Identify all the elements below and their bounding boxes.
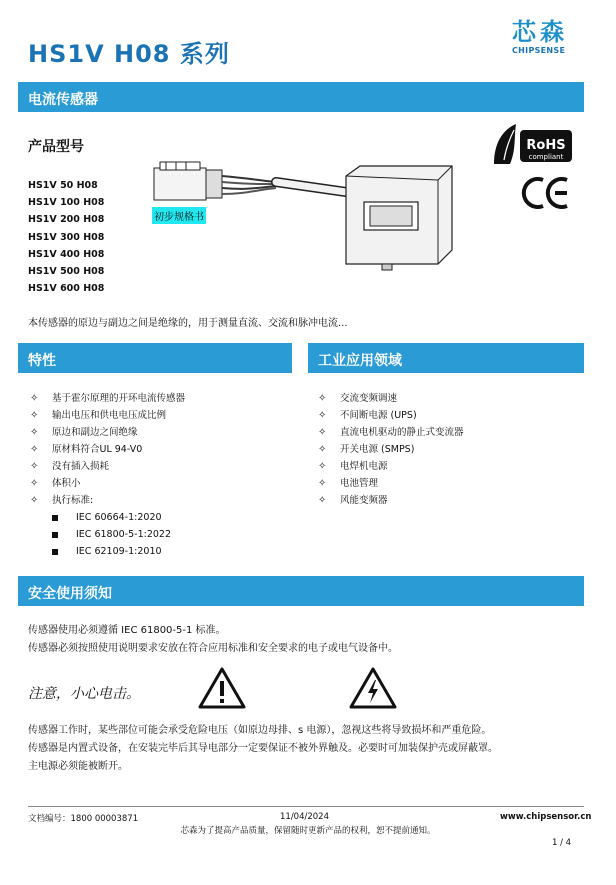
diamond-bullet-icon: ✧ bbox=[318, 427, 327, 438]
feature-item: ✧ 原边和副边之间绝缘 bbox=[28, 424, 298, 441]
logo-chinese-text: 芯森 bbox=[512, 18, 568, 46]
diamond-bullet-icon: ✧ bbox=[30, 444, 39, 455]
safety-instructions bbox=[28, 622, 588, 658]
features-list bbox=[28, 390, 298, 560]
safety-paragraph: 传感器是内置式设备，在安装完毕后其导电部分一定要保证不被外界触及。必要时可加装保护壳或屏蔽罩。 bbox=[28, 743, 498, 754]
feature-item: ✧ 执行标准: bbox=[28, 492, 298, 509]
footer-notice: 芯森为了提高产品质量，保留随时更新产品的权利，恕不提前通知。 bbox=[180, 826, 436, 836]
model-item: HS1V 400 H08 bbox=[28, 248, 105, 260]
application-item: ✧ 不间断电源 (UPS) bbox=[316, 407, 584, 424]
document-date: 11/04/2024 bbox=[280, 812, 329, 822]
rohs-compliant-text: compliant bbox=[528, 153, 564, 161]
feature-item: ✧ 输出电压和供电电压成比例 bbox=[28, 407, 298, 424]
diamond-bullet-icon: ✧ bbox=[30, 461, 39, 472]
model-label: 产品型号 bbox=[28, 139, 84, 155]
high-voltage-warning-icon bbox=[348, 666, 398, 710]
safety-section-title: 安全使用须知 bbox=[28, 586, 112, 602]
applications-list bbox=[316, 390, 584, 509]
standard-item: IEC 62109-1:2010 bbox=[28, 543, 298, 560]
safety-paragraph: 主电源必须能被断开。 bbox=[28, 761, 128, 772]
safety-details bbox=[28, 722, 588, 776]
preliminary-spec-tag: 初步规格书 bbox=[152, 207, 206, 224]
website-link[interactable]: www.chipsensor.cn bbox=[500, 812, 592, 822]
logo-english-text: CHIPSENSE bbox=[512, 46, 566, 55]
feature-item: ✧ 基于霍尔原理的开环电流传感器 bbox=[28, 390, 298, 407]
shock-warning-text: 注意，小心电击。 bbox=[28, 686, 140, 702]
application-item: ✧ 交流变频调速 bbox=[316, 390, 584, 407]
footer-divider bbox=[28, 806, 584, 807]
safety-paragraph: 传感器工作时，某些部位可能会承受危险电压（如原边母排、s 电源），忽视这些将导致损坏和严重危险。 bbox=[28, 725, 492, 736]
application-item: ✧ 风能变频器 bbox=[316, 492, 584, 509]
feature-item: ✧ 体积小 bbox=[28, 475, 298, 492]
application-item: ✧ 直流电机驱动的静止式变流器 bbox=[316, 424, 584, 441]
series-title: HS1V H08 系列 bbox=[28, 40, 230, 68]
rohs-badge bbox=[490, 120, 578, 168]
feature-item: ✧ 原材料符合UL 94-V0 bbox=[28, 441, 298, 458]
model-list bbox=[28, 177, 104, 297]
page-number: 1 / 4 bbox=[552, 838, 572, 848]
document-number: 文档编号：1800 00003871 bbox=[28, 814, 139, 824]
product-section-title: 电流传感器 bbox=[28, 92, 98, 108]
square-bullet-icon bbox=[52, 532, 58, 538]
safety-line: 传感器必须按照使用说明要求安放在符合应用标准和安全要求的电子或电气设备中。 bbox=[28, 643, 398, 654]
model-item: HS1V 300 H08 bbox=[28, 231, 105, 243]
applications-section-bar bbox=[308, 343, 584, 373]
model-item: HS1V 100 H08 bbox=[28, 197, 105, 209]
product-intro: 本传感器的原边与副边之间是绝缘的，用于测量直流、交流和脉冲电流... bbox=[28, 318, 348, 329]
diamond-bullet-icon: ✧ bbox=[30, 478, 39, 489]
application-item: ✧ 电焊机电源 bbox=[316, 458, 584, 475]
rohs-text: RoHS bbox=[526, 138, 566, 153]
standard-item: IEC 60664-1:2020 bbox=[28, 509, 298, 526]
diamond-bullet-icon: ✧ bbox=[30, 427, 39, 438]
diamond-bullet-icon: ✧ bbox=[30, 495, 39, 506]
square-bullet-icon bbox=[52, 549, 58, 555]
safety-section-bar bbox=[18, 576, 584, 606]
diamond-bullet-icon: ✧ bbox=[30, 393, 39, 404]
diamond-bullet-icon: ✧ bbox=[318, 478, 327, 489]
chipsense-logo bbox=[508, 12, 588, 62]
diamond-bullet-icon: ✧ bbox=[318, 461, 327, 472]
product-section-bar bbox=[18, 82, 584, 112]
application-item: ✧ 开关电源 (SMPS) bbox=[316, 441, 584, 458]
warning-exclamation-icon bbox=[197, 666, 247, 710]
applications-section-title: 工业应用领域 bbox=[318, 353, 402, 369]
model-item: HS1V 200 H08 bbox=[28, 214, 105, 226]
diamond-bullet-icon: ✧ bbox=[318, 495, 327, 506]
features-section-title: 特性 bbox=[28, 353, 56, 369]
model-item: HS1V 600 H08 bbox=[28, 283, 105, 295]
safety-line: 传感器使用必须遵循 IEC 61800-5-1 标准。 bbox=[28, 625, 226, 636]
model-item: HS1V 500 H08 bbox=[28, 266, 105, 278]
diamond-bullet-icon: ✧ bbox=[318, 444, 327, 455]
features-section-bar bbox=[18, 343, 292, 373]
diamond-bullet-icon: ✧ bbox=[30, 410, 39, 421]
model-item: HS1V 50 H08 bbox=[28, 180, 98, 191]
diamond-bullet-icon: ✧ bbox=[318, 410, 327, 421]
ce-mark bbox=[521, 176, 573, 210]
diamond-bullet-icon: ✧ bbox=[318, 393, 327, 404]
feature-item: ✧ 没有插入损耗 bbox=[28, 458, 298, 475]
square-bullet-icon bbox=[52, 515, 58, 521]
application-item: ✧ 电池管理 bbox=[316, 475, 584, 492]
standard-item: IEC 61800-5-1:2022 bbox=[28, 526, 298, 543]
